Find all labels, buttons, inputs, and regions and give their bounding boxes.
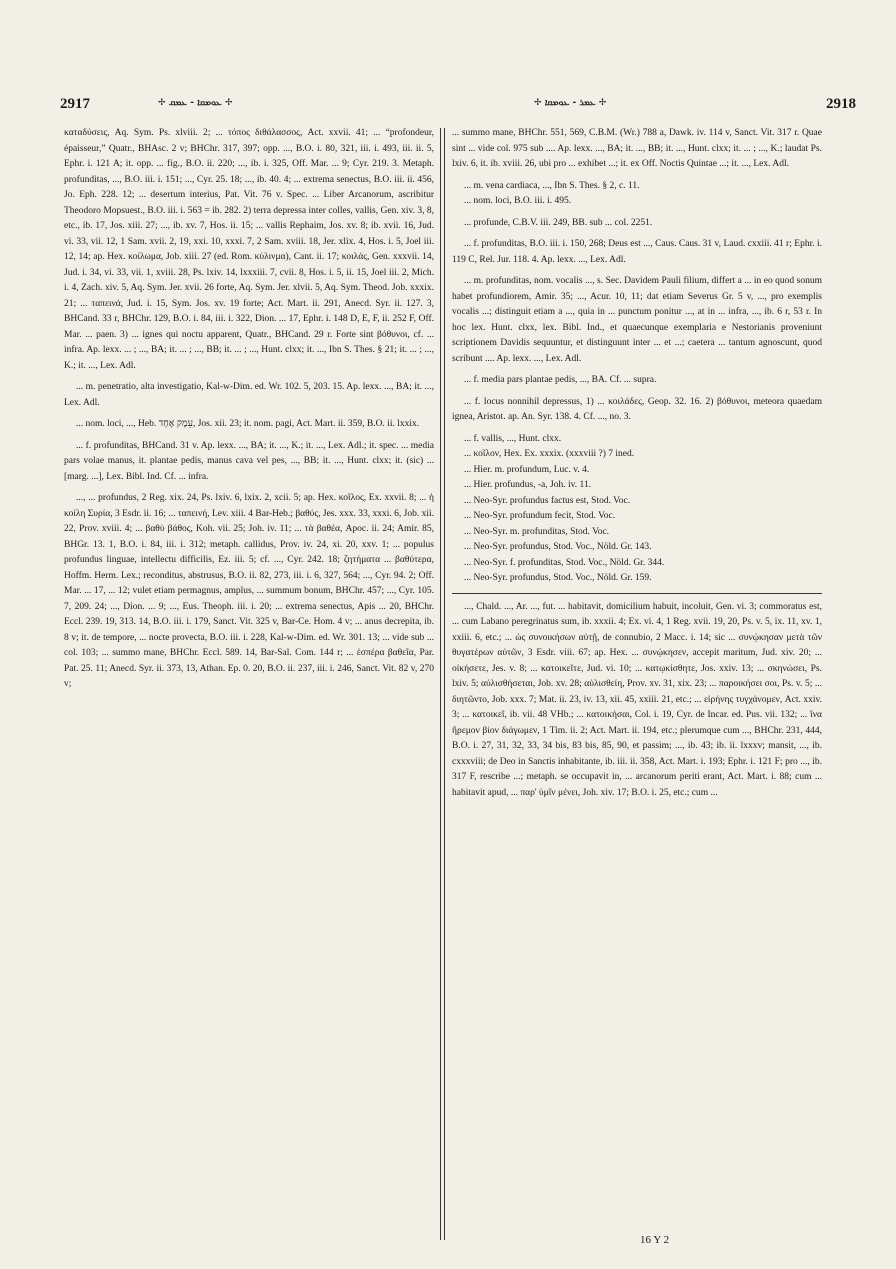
entry-paragraph: ... m. penetratio, alta investigatio, Kal-w-Dim. ed. Wr. 102. 5, 203. 15. Ap. lexx. ..., BA; it. ..., Lex. Adl. — [64, 382, 434, 408]
entry-paragraph: ... m. vena cardiaca, ..., Ibn S. Thes. § 2, c. 11. — [464, 180, 640, 191]
right-running-head: ✢ ܥܡܪ - ܥܘܡܩܐ ✢ — [534, 98, 607, 108]
entry-paragraph: ... Neo-Syr. profundum fecit, Stod. Voc. — [464, 511, 616, 521]
section-rule — [452, 593, 822, 594]
entry-paragraph: ... κοῖλον, Hex. Ex. xxxix. (xxxviii ?) 7 ined. — [464, 449, 635, 459]
entry-paragraph: ... summo mane, BHChr. 551, 569, C.B.M. (Wr.) 788 a, Dawk. iv. 114 v, Sanct. Vit. 317 r. Quae sint ... vide col. 975 sub .... Ap. lexx. ..., BA; it. ..., BB; it. ..., Hunt. clxx; it. ... ; ..., K.; laudat Ps. lxiv. 6, it. ib. xviii. 26, ubi pro ... exhibet ...; it. ex Off. Noctis Quintae ...; it. ..., Lex. Adl. — [452, 128, 822, 169]
entry-paragraph: ... nom. loci, B.O. iii. i. 495. — [464, 196, 572, 206]
entry-paragraph: ... Hier. m. profundum, Luc. v. 4. — [464, 464, 590, 475]
right-column — [452, 126, 822, 1238]
entry-paragraph: ... Neo-Syr. profundus factus est, Stod. Voc. — [464, 495, 631, 506]
entry-paragraph: ... m. profunditas, nom. vocalis ..., s. Sec. Davidem Pauli filium, differt a ... in eo quod sonum habet profundiorem, Amir. 35; ..., Acur. 10, 11; dat etiam Severus Gr. 5 v, ..., pro exemplis vocalis ...; distinguit etiam a ..., quia in ... punctum ponitur ..., at in ... infra, ..., ib. 6 r, 53 r. In hoc lex. Hunt. clxx, lex. Bibl. Ind., et quaecunque exemplaria e Nestorianis proveniunt scriptionem Davidis sequuntur, et distinguunt inter ... et ...; caetera ... tantum agnoscunt, quod scribunt .... Ap. lexx. ..., Lex. Adl. — [452, 276, 822, 364]
entry-paragraph: ... f. profunditas, BHCand. 31 v. Ap. lexx. ..., BA; it. ..., K.; it. ..., Lex. Adl.; it. spec. ... media pars volae manus, it. plantae pedis, manus cava vel pes, ..., BB; it. ..., Hunt. clxx; it. (sic) ... [marg. ...], Lex. Bibl. Ind. Cf. ... infra. — [64, 440, 434, 482]
column-divider — [440, 128, 445, 1240]
entry-paragraph: ... Neo-Syr. profundus, Stod. Voc., Nöld. Gr. 159. — [464, 573, 652, 583]
entry-paragraph: ... f. locus nonnihil depressus, 1) ... κοιλάδες, Geop. 32. 16. 2) βόθυνοι, meteora quaedam ignea, Aristot. ap. An. Syr. 138. 4. Cf. ..., no. 3. — [452, 396, 822, 422]
entry-paragraph: ... Neo-Syr. m. profunditas, Stod. Voc. — [464, 526, 610, 537]
entry-paragraph: ... Neo-Syr. f. profunditas, Stod. Voc., Nöld. Gr. 344. — [464, 557, 665, 568]
entry-paragraph: ... f. media pars plantae pedis, ..., BA. Cf. ... supra. — [464, 375, 657, 385]
entry-paragraph: ... nom. loci, ..., Heb. עֵמֶק אֶחָד, Jos. xii. 23; it. nom. pagi, Act. Mart. ii. 359, B.O. ii. lxxix. — [76, 419, 420, 429]
entry-paragraph: ..., Chald. ..., Ar. ..., fut. ... habitavit, domicilium habuit, incoluit, Gen. vi. 3; commoratus est, ... cum Labano peregrinatus sum, ib. xxxii. 4; Ex. vi. 4, 1 Reg. xvii. 19, 20, Ps. v. 5, ix. 11, xv. 1, xxiii. 6, etc.; ... ὡς συνοικήσων αὐτῇ, de connubio, 2 Macc. i. 14; sic ... συνῴκησαν μετὰ τῶν θυγατέρων αὐτῶν, 3 Esdr. viii. 67; ap. Hex. ... συνῴκησεν, accepit maritum, Jud. xiv. 20; ... οἰκήσετε, Jes. v. 8; ... κατοικεῖτε, Jud. vi. 10; ... κατῳκίσθητε, Jos. xxiv. 13; ... σκηνώσει, Ps. lxiv. 5; αὐλισθήσεται, Job. xv. 28; αὐλισθείη, Prov. xv. 31, xix. 23; ... παροικήσει σοι, Ps. v. 5; ... διητῶντο, Job. xxx. 7; Mat. ii. 23, iv. 13, xii. 45, xxiii. 21, etc.; ... εἰρήνης τυγχάνομεν, Act. xxiv. 3; ... κατοικεῖ, ib. vii. 48 VHb.; ... κατοικήσαι, Col. i. 19, Cyr. de Incar. ed. Pus. vii. 132; ... ἵνα ἤρεμον βίον διάγωμεν, 1 Tim. ii. 2; Act. Mart. ii. 194, etc.; plerumque cum ..., BHChr. 231, 444, B.O. i. 27, 31, 32, 33, 34 bis, 83 bis, 85, 90, et passim; ..., ib. 43; ib. ii. lxxxv; mansit, ..., ib. cxxxviii; de Deo in Sanctis inhabitante, ib. iii. ii. 358, Act. Mart. i. 193; Ephr. i. 121 F; pro ..., ib. 317 F, rescribe ...; metaph. se occupavit in, ... arcanorum periti erant, Act. Mart. i. 88; cum ... habitavit apud, ... παρ' ὑμῖν μένει, Joh. xiv. 17; B.O. i. 25, etc.; cum ... — [452, 601, 822, 798]
entry-paragraph: ... Neo-Syr. profundus, Stod. Voc., Nöld. Gr. 143. — [464, 542, 652, 552]
left-column — [64, 126, 434, 1238]
left-running-head: ✢ ܥܘܡܩܐ - ܥܡܩ ✢ — [158, 98, 233, 108]
left-page-number: 2917 — [60, 96, 90, 112]
entry-paragraph: ... f. profunditas, B.O. iii. i. 150, 268; Deus est ..., Caus. Caus. 31 v, Laud. cxxiii. 41 r; Ephr. i. 119 C, Rel. Jur. 118. 4. Ap. lexx. ..., Lex. Adl. — [452, 239, 822, 265]
entry-paragraph: καταδύσεις, Aq. Sym. Ps. xlviii. 2; ... τόπος διθάλασσος, Act. xxvii. 41; ... “profondeur, épaisseur,” Quatr., BHAsc. 2 v; BHChr. 317, 397; opp. ..., B.O. i. 80, 321, iii. i. 493, iii. ii. 5, Ephr. i. 121 A; it. opp. ... fig., B.O. ii. 220; ..., ib. i. 325, Off. Mar. ... 9; Cyr. 219. 3. Metaph. profunditas, ..., B.O. iii. i. 151; ..., Cyr. 25. 18; ..., ib. 40. 4; ... extrema senectus, B.O. iii. ii. 456, Jo. Eph. 228. 12; ... desertum interius, Pat. Vit. 76 v. Spec. ... Liber Arcanorum, ascribitur Theodoro Mopsuest., B.O. iii. i. 563 = ib. 282. 2) terra depressa inter colles, vallis, Gen. xiv. 3, 8, etc., ib. 17, Jos. xiii. 27; ..., ib. xv. 7, Hos. ii. 15; ... vallis Rephaim, Jos. xv. 8; ib. xvii. 16, Jud. vi. 33, vii. 12, 1 Sam. xvii. 2, 19, xxi. 10, xxxi. 7, 2 Sam. xviii. 18, Jer. xlix. 4, Hos. i. 5, Joel iii. 12, 14; ap. Hex. κοίλωμα, Job. xiii. 27 (ed. Rom. κύλινμα), Cant. ii. 17; κοιλάς, Gen. xxxvii. 14, Jud. i. 34, vi. 33, vii. 1, xviii. 28, Ps. lxiv. 14, lxxxiii. 7, cvii. 8, Hos. i. 5, ii. 15, Joel iii. 2, Mich. i. 4, Zach. xiv. 5, Aq. Sym. Jer. xvii. 26 forte, Aq. Sym. Jer. xlvii. 5, Aq. Sym. Theod. Job. xxxix. 21; ... ταπεινά, Jud. i. 15, Sym. Jos. xv. 19 forte; Act. Mart. ii. 291, Anecd. Syr. ii. 127. 3, BHCand. 33 r, BHChr. 129, B.O. i. 84, iii. i. 322, Dion. ... 17, Ephr. i. 148 D, E, F, ii. 252 F, Off. Mar. ... paen. 3) ... ignes qui noctu apparent, Quatr., BHCand. 29 r. Forte sint βόθυνοι, cf. ... infra. Ap. lexx. ... ; ..., BA; it. ... ; ..., BB; it. ... ; ..., Hunt. clxx; it. ..., Ibn S. Thes. § 21; it. ... ; ..., K.; it. ..., Lex. Adl. — [64, 128, 434, 371]
signature-mark: 16 Y 2 — [640, 1234, 670, 1246]
entry-paragraph: ... profunde, C.B.V. iii. 249, BB. sub ... col. 2251. — [464, 217, 653, 228]
entry-paragraph: ... f. vallis, ..., Hunt. clxx. — [464, 433, 562, 444]
right-page-number: 2918 — [826, 96, 856, 112]
page-header — [60, 96, 856, 122]
entry-paragraph: ... Hier. profundus, -a, Joh. iv. 11. — [464, 480, 592, 490]
entry-paragraph: ..., ... profundus, 2 Reg. xix. 24, Ps. lxiv. 6, lxix. 2, xcii. 5; ap. Hex. κοῖλος, Ex. xxvii. 8; ... ἡ κοίλη Συρία, 3 Esdr. ii. 16; ... ταπεινή, Lev. xiii. 4 Bar-Heb.; βαθύς, Jes. xxx. 33, xxxi. 6, Job. xii. 22, Prov. xviii. 4; ... βαθὺ βάθος, Koh. vii. 25; Joh. iv. 11; ... τὰ βαθέα, Apoc. ii. 24; Amir. 85, BHGr. 13. 1, B.O. i. 84, iii. i. 312; metaph. callidus, Prov. iv. 24, xi. 20, xxv. 1; ... populus profundus linguae, intellectu difficilis, Ez. iii. 5; cf. ..., Cyr. 242. 18; ζητήματα ... βαθύτερα, Hoffm. Herm. Lex.; reconditus, abstrusus, B.O. ii. 82, 273, iii. i. 6, 327, 564; ..., Cyr. 94. 2; Off. Mar. ... 17, ... 12; vulet etiam permagnus, amplus, ... summum bonum, BHChr. 457; ..., Cyr. 105. 7, 209. 24; ..., Dion. ... 9; ..., Eus. Theoph. iii. i. 20; ... extrema senectus, Apis ... 20, BHChr. Eccl. 239. 19, 313. 14, B.O. iii. i. 179, Sanct. Vit. 325 v, Bar-Ce. Hom. 4 v; ... anus decrepita, ib. 8 v; it. de tempore, ... nocte provecta, B.O. iii. i. 228, Kal-w-Dim. ed. Wr. 301. 13; ... vide sub ... col. 103; ... summo mane, BHChr. Eccl. 589. 14, Bar-Sal. Com. 144 r; ... ἑσπέρα βαθεῖα, Par. Pat. 25. 11; Anecd. Syr. ii. 373, 13, Athan. Ep. 0. 20, B.O. ii. 237, iii. i. 246, Sanct. Vit. 82 v, 270 v; — [64, 493, 434, 689]
